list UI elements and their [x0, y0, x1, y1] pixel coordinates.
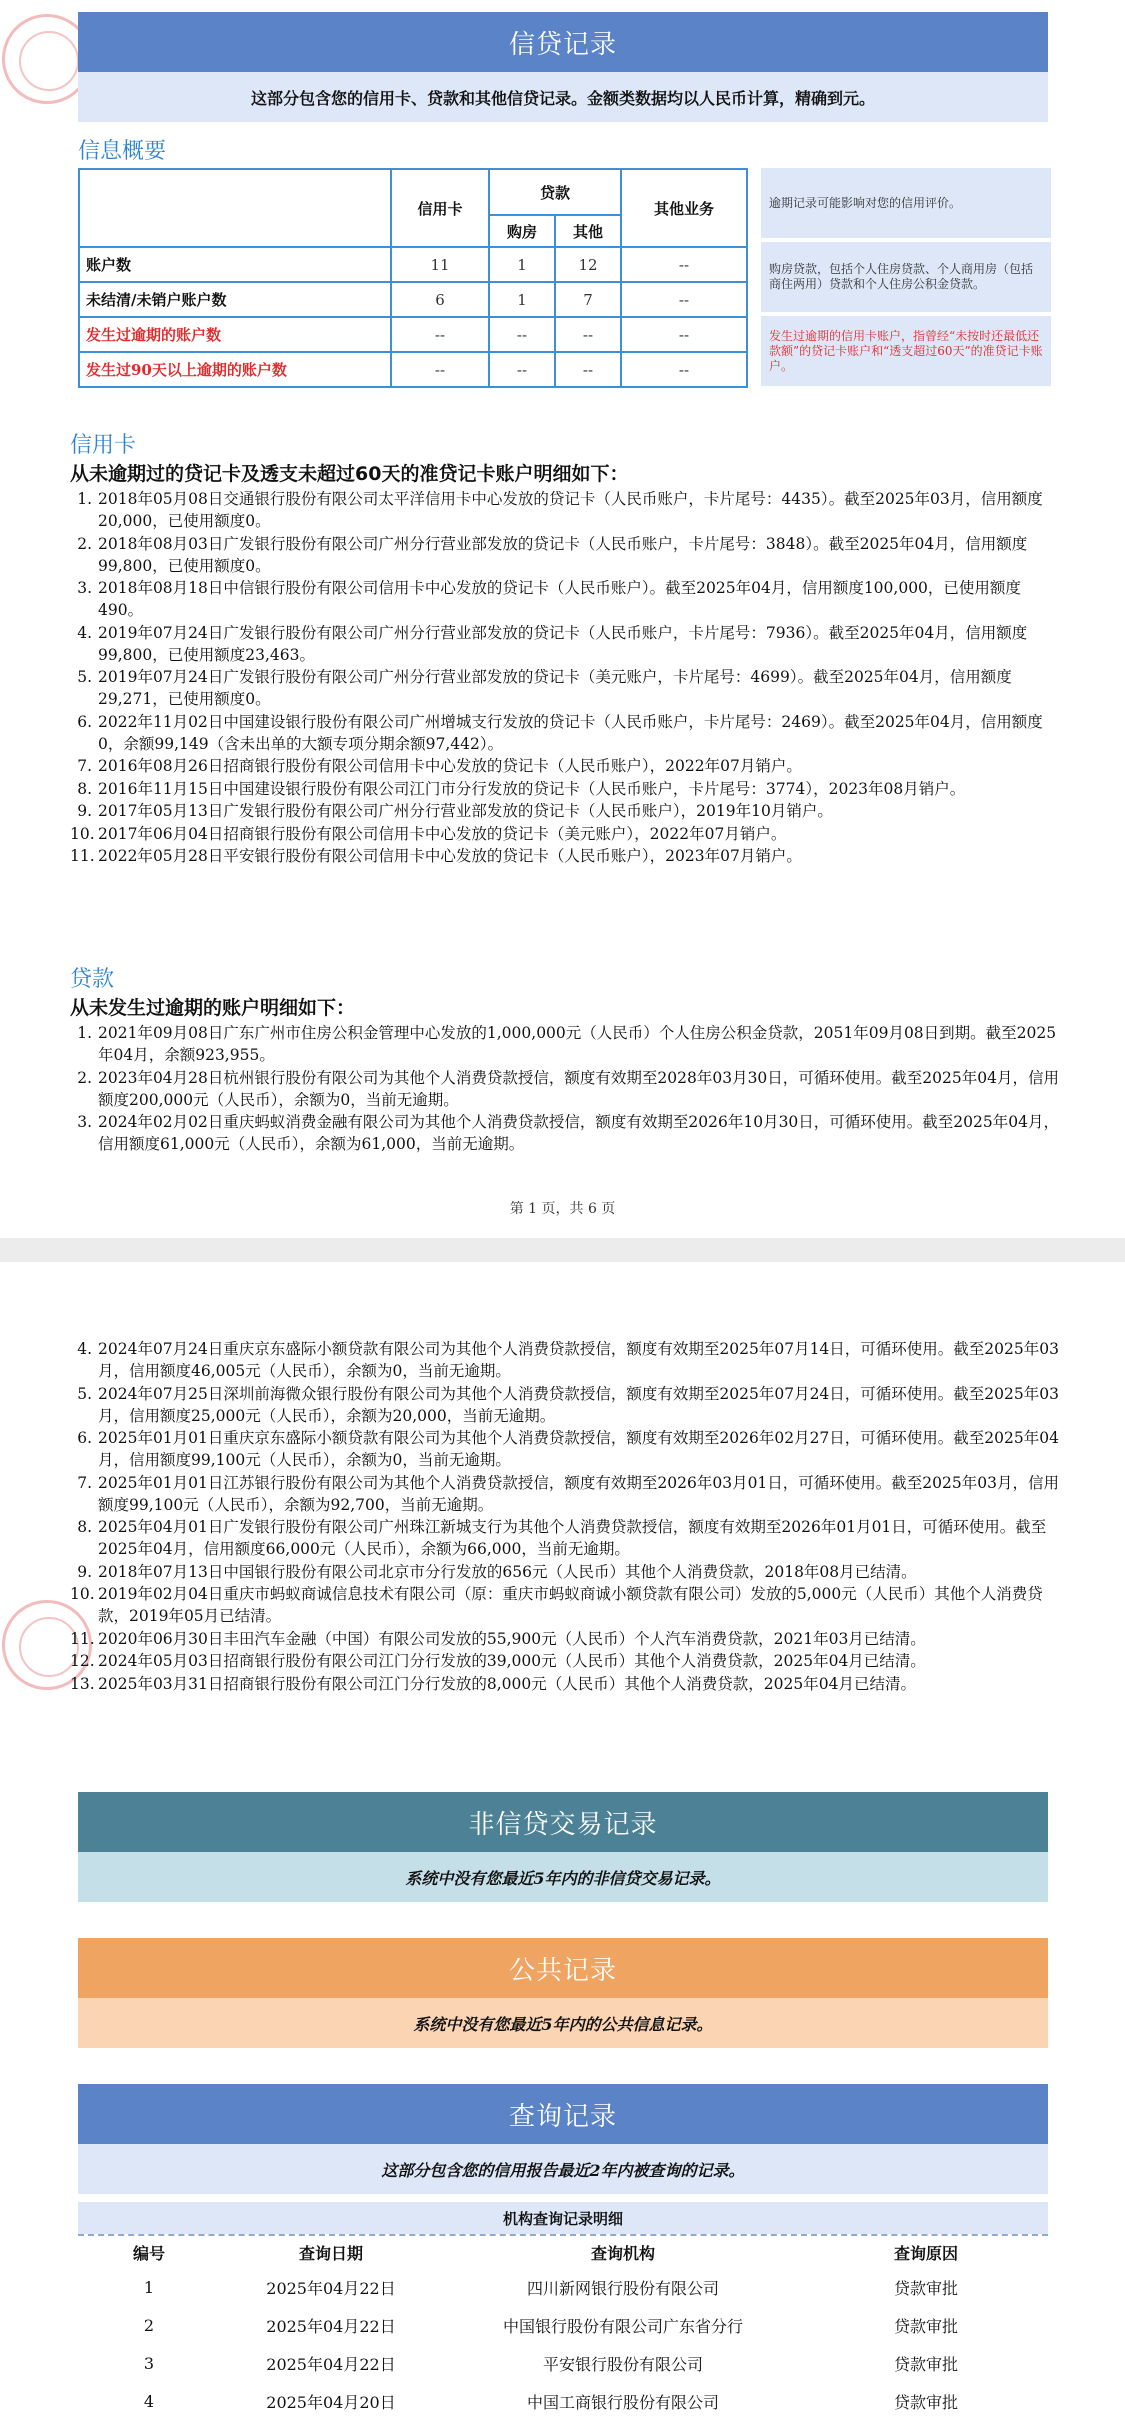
list-item: [70, 1673, 1060, 1695]
cell: --: [391, 352, 489, 387]
list-item-text: 2024年07月24日重庆京东盛际小额贷款有限公司为其他个人消费贷款授信，额度有效期至2025年07月14日，可循环使用。截至2025年03月，信用额度46,005元（人民币），余额为0，当前无逾期。: [98, 1340, 1059, 1380]
list-item-number: 8.: [77, 779, 92, 798]
cell: --: [555, 352, 621, 387]
list-item: [70, 1583, 1060, 1627]
table-cell: 中国工商银行股份有限公司: [526, 2392, 719, 2412]
loan-list: [70, 1022, 1060, 1155]
list-item-text: 2018年08月03日广发银行股份有限公司广州分行营业部发放的贷记卡（人民币账户，卡片尾号：3848）。截至2025年04月，信用额度99,800，已使用额度0。: [98, 534, 1028, 575]
overview-table: [78, 168, 748, 388]
cell: 7: [555, 282, 621, 317]
list-item-text: 2022年11月02日中国建设银行股份有限公司广州增城支行发放的贷记卡（人民币账户，卡片尾号：2469）。截至2025年04月，信用额度0，余额99,149（含未出单的大额专项分期余额97,442）。: [98, 712, 1043, 753]
list-item-text: 2021年09月08日广东广州市住房公积金管理中心发放的1,000,000元（人民币）个人住房公积金贷款，2051年09月08日到期。截至2025年04月，余额923,955。: [98, 1024, 1057, 1064]
loan-section-continued: [70, 1338, 1060, 1695]
list-item-number: 3.: [77, 579, 92, 597]
report-page-2: [0, 1262, 1125, 2435]
list-item-text: 2025年03月31日招商银行股份有限公司江门分行发放的8,000元（人民币）其他个人消费贷款，2025年04月已结清。: [98, 1674, 916, 1693]
list-item-text: 2020年06月30日丰田汽车金融（中国）有限公司发放的55,900元（人民币）个人汽车消费贷款，2021年03月已结清。: [98, 1629, 926, 1648]
table-cell: 3: [143, 2353, 155, 2373]
overview-section: [78, 134, 1048, 165]
row-label: 发生过逾期的账户数: [79, 317, 391, 352]
list-item-number: 8.: [77, 1518, 92, 1536]
row-label: 未结清/未销户账户数: [79, 282, 391, 317]
list-item-text: 2019年07月24日广发银行股份有限公司广州分行营业部发放的贷记卡（美元账户，卡片尾号：4699）。截至2025年04月，信用额度29,271，已使用额度0。: [98, 668, 1012, 708]
cell: --: [489, 352, 555, 387]
col-header: 查询日期: [298, 2243, 363, 2263]
query-subtitle: 这部分包含您的信用报告最近2年内被查询的记录。: [78, 2144, 1048, 2194]
col-header: 编号: [132, 2243, 165, 2263]
cell: --: [391, 317, 489, 352]
housing-header: 购房: [489, 215, 555, 247]
table-row: [79, 352, 747, 387]
table-cell: 2: [143, 2315, 155, 2335]
note-housing: 购房贷款，包括个人住房贷款、个人商用房（包括商住两用）贷款和个人住房公积金贷款。: [761, 242, 1051, 312]
list-item-number: 13.: [70, 1674, 95, 1693]
query-table: [78, 2236, 1048, 2420]
list-item-number: 4.: [77, 1340, 92, 1358]
list-item-text: 2018年08月18日中信银行股份有限公司信用卡中心发放的贷记卡（人民币账户）。截至2025年04月，信用额度100,000，已使用额度490。: [98, 579, 1021, 619]
list-item: [70, 711, 1060, 755]
list-item: [70, 666, 1060, 710]
row-label: 发生过90天以上逾期的账户数: [79, 352, 391, 387]
list-item-number: 2.: [77, 1068, 92, 1087]
other-business-header: 其他业务: [621, 169, 747, 247]
non-credit-title: 非信贷交易记录: [78, 1792, 1048, 1852]
list-item-number: 5.: [77, 668, 92, 686]
table-cell: 2025年04月22日: [266, 2316, 396, 2336]
list-item-text: 2024年02月02日重庆蚂蚁消费金融有限公司为其他个人消费贷款授信，额度有效期至2026年10月30日，可循环使用。截至2025年04月，信用额度61,000元（人民币），余额为61,000，当前无逾期。: [98, 1113, 1059, 1153]
list-item-text: 2019年07月24日广发银行股份有限公司广州分行营业部发放的贷记卡（人民币账户，卡片尾号：7936）。截至2025年04月，信用额度99,800，已使用额度23,463。: [98, 623, 1028, 664]
list-item: [70, 755, 1060, 777]
list-item-number: 7.: [77, 1473, 92, 1492]
public-title: 公共记录: [78, 1938, 1048, 1998]
credit-card-heading: 从未逾期过的贷记卡及透支未超过60天的准贷记卡账户明细如下：: [70, 463, 629, 485]
col-header: 查询机构: [590, 2243, 655, 2263]
note-overdue: 逾期记录可能影响对您的信用评价。: [761, 168, 1051, 238]
list-item: [70, 1111, 1060, 1155]
list-item-text: 2016年11月15日中国建设银行股份有限公司江门市分行发放的贷记卡（人民币账户，卡片尾号：3774），2023年08月销户。: [98, 779, 966, 798]
public-subtitle: 系统中没有您最近5年内的公共信息记录。: [78, 1998, 1048, 2048]
list-item-text: 2025年04月01日广发银行股份有限公司广州珠江新城支行为其他个人消费贷款授信，额度有效期至2026年01月01日，可循环使用。截至2025年04月，信用额度66,000元（人民币），余额为66,000，当前无逾期。: [98, 1518, 1047, 1558]
table-cell: 贷款审批: [893, 2278, 958, 2298]
list-item: [70, 1650, 1060, 1672]
credit-card-list: [70, 488, 1060, 867]
query-section: [78, 2084, 1048, 2420]
list-item-number: 5.: [77, 1384, 92, 1403]
credit-card-header: 信用卡: [391, 169, 489, 247]
list-item-text: 2025年01月01日重庆京东盛际小额贷款有限公司为其他个人消费贷款授信，额度有效期至2026年02月27日，可循环使用。截至2025年04月，信用额度99,100元（人民币），余额为0，当前无逾期。: [98, 1429, 1059, 1469]
list-item-number: 9.: [77, 802, 92, 820]
table-row: [79, 282, 747, 317]
list-item: [70, 1628, 1060, 1650]
table-cell: 2025年04月20日: [266, 2392, 396, 2412]
table-row: [78, 2306, 1048, 2344]
loan-title: 贷款: [70, 967, 115, 992]
list-item-text: 2017年05月13日广发银行股份有限公司广州分行营业部发放的贷记卡（人民币账户），2019年10月销户。: [98, 802, 833, 820]
list-item-text: 2018年05月08日交通银行股份有限公司太平洋信用卡中心发放的贷记卡（人民币账户，卡片尾号：4435）。截至2025年03月，信用额度20,000，已使用额度0。: [98, 490, 1043, 530]
col-header: 查询原因: [893, 2243, 958, 2263]
public-section: [78, 1938, 1048, 2048]
list-item: [70, 488, 1060, 532]
cell: 12: [555, 247, 621, 282]
cell: --: [621, 352, 747, 387]
list-item-number: 4.: [77, 623, 92, 642]
list-item-number: 11.: [70, 847, 95, 865]
table-row: [78, 2268, 1048, 2306]
list-item: [70, 778, 1060, 800]
loan-section: [70, 962, 1060, 1156]
list-item-text: 2018年07月13日中国银行股份有限公司北京市分行发放的656元（人民币）其他个人消费贷款，2018年08月已结清。: [98, 1562, 917, 1581]
list-item-text: 2017年06月04日招商银行股份有限公司信用卡中心发放的贷记卡（美元账户），2022年07月销户。: [98, 824, 787, 843]
table-cell: 贷款审批: [893, 2316, 958, 2336]
query-title: 查询记录: [78, 2084, 1048, 2144]
note-overdue-card: 发生过逾期的信用卡账户，指曾经“未按时还最低还款额”的贷记卡账户和“透支超过60天”的准贷记卡账户。: [761, 316, 1051, 386]
credit-card-title: 信用卡: [70, 433, 137, 458]
list-item-number: 3.: [77, 1113, 92, 1131]
row-label: 账户数: [79, 247, 391, 282]
overview-notes: [761, 168, 1051, 390]
cell: --: [489, 317, 555, 352]
cell: --: [555, 317, 621, 352]
cell: 1: [489, 247, 555, 282]
list-item: [70, 845, 1060, 867]
table-cell: 4: [143, 2391, 155, 2411]
list-item: [70, 1427, 1060, 1471]
list-item: [70, 533, 1060, 577]
non-credit-section: [78, 1792, 1048, 1902]
cell: 1: [489, 282, 555, 317]
cell: --: [621, 282, 747, 317]
credit-section: [78, 12, 1048, 122]
list-item: [70, 1561, 1060, 1583]
cell: --: [621, 317, 747, 352]
cell: --: [621, 247, 747, 282]
cell: 11: [391, 247, 489, 282]
table-cell: 2025年04月22日: [266, 2354, 396, 2374]
table-row: [79, 247, 747, 282]
list-item: [70, 1472, 1060, 1516]
table-row: [79, 317, 747, 352]
list-item-text: 2023年04月28日杭州银行股份有限公司为其他个人消费贷款授信，额度有效期至2028年03月30日，可循环使用。截至2025年04月，信用额度200,000元（人民币），余额为0，当前无逾期。: [98, 1068, 1059, 1109]
non-credit-subtitle: 系统中没有您最近5年内的非信贷交易记录。: [78, 1852, 1048, 1902]
list-item: [70, 800, 1060, 822]
credit-card-section: [70, 428, 1060, 868]
list-item-number: 7.: [77, 757, 92, 775]
list-item-number: 10.: [70, 824, 95, 843]
list-item-number: 6.: [77, 1429, 92, 1447]
table-cell: 四川新网银行股份有限公司: [526, 2278, 719, 2298]
loan-heading: 从未发生过逾期的账户明细如下：: [70, 997, 356, 1019]
list-item-text: 2024年07月25日深圳前海微众银行股份有限公司为其他个人消费贷款授信，额度有效期至2025年07月24日，可循环使用。截至2025年03月，信用额度25,000元（人民币），余额为20,000，当前无逾期。: [98, 1384, 1059, 1425]
list-item-text: 2016年08月26日招商银行股份有限公司信用卡中心发放的贷记卡（人民币账户），2022年07月销户。: [98, 757, 802, 775]
credit-record-title: 信贷记录: [78, 12, 1048, 72]
table-cell: 1: [143, 2277, 155, 2297]
list-item: [70, 1022, 1060, 1066]
table-cell: 贷款审批: [893, 2392, 958, 2412]
list-item-number: 6.: [77, 712, 92, 731]
list-item-text: 2022年05月28日平安银行股份有限公司信用卡中心发放的贷记卡（人民币账户），2023年07月销户。: [98, 847, 802, 865]
table-cell: 平安银行股份有限公司: [542, 2354, 703, 2374]
table-cell: 2025年04月22日: [266, 2278, 396, 2298]
list-item-number: 9.: [77, 1562, 92, 1581]
blank-header-cell: [79, 169, 391, 247]
list-item-number: 2.: [77, 534, 92, 553]
table-cell: 中国银行股份有限公司广东省分行: [502, 2316, 743, 2336]
list-item-number: 12.: [70, 1652, 95, 1670]
list-item: [70, 622, 1060, 666]
loan-list: [70, 1338, 1060, 1695]
list-item: [70, 823, 1060, 845]
list-item: [70, 1067, 1060, 1111]
credit-record-subtitle: 这部分包含您的信用卡、贷款和其他信贷记录。金额类数据均以人民币计算，精确到元。: [78, 72, 1048, 122]
table-cell: 贷款审批: [893, 2354, 958, 2374]
overview-title: 信息概要: [78, 139, 167, 164]
list-item: [70, 1516, 1060, 1560]
list-item-number: 1.: [77, 1024, 92, 1042]
cell: 6: [391, 282, 489, 317]
list-item-number: 11.: [70, 1629, 95, 1648]
list-item: [70, 1383, 1060, 1427]
list-item-number: 1.: [77, 490, 92, 508]
loan-header: 贷款: [489, 169, 621, 215]
table-row: [78, 2344, 1048, 2382]
page-number: 第 1 页，共 6 页: [509, 1201, 616, 1217]
list-item-number: 10.: [70, 1585, 95, 1603]
table-row: [78, 2382, 1048, 2420]
list-item-text: 2024年05月03日招商银行股份有限公司江门分行发放的39,000元（人民币）其他个人消费贷款，2025年04月已结清。: [98, 1652, 926, 1670]
list-item: [70, 1338, 1060, 1382]
list-item-text: 2025年01月01日江苏银行股份有限公司为其他个人消费贷款授信，额度有效期至2026年03月01日，可循环使用。截至2025年03月，信用额度99,100元（人民币），余额为92,700，当前无逾期。: [98, 1473, 1059, 1514]
query-table-title: 机构查询记录明细: [78, 2202, 1048, 2234]
other-header: 其他: [555, 215, 621, 247]
list-item-text: 2019年02月04日重庆市蚂蚁商诚信息技术有限公司（原：重庆市蚂蚁商诚小额贷款有限公司）发放的5,000元（人民币）其他个人消费贷款，2019年05月已结清。: [98, 1585, 1043, 1625]
list-item: [70, 577, 1060, 621]
